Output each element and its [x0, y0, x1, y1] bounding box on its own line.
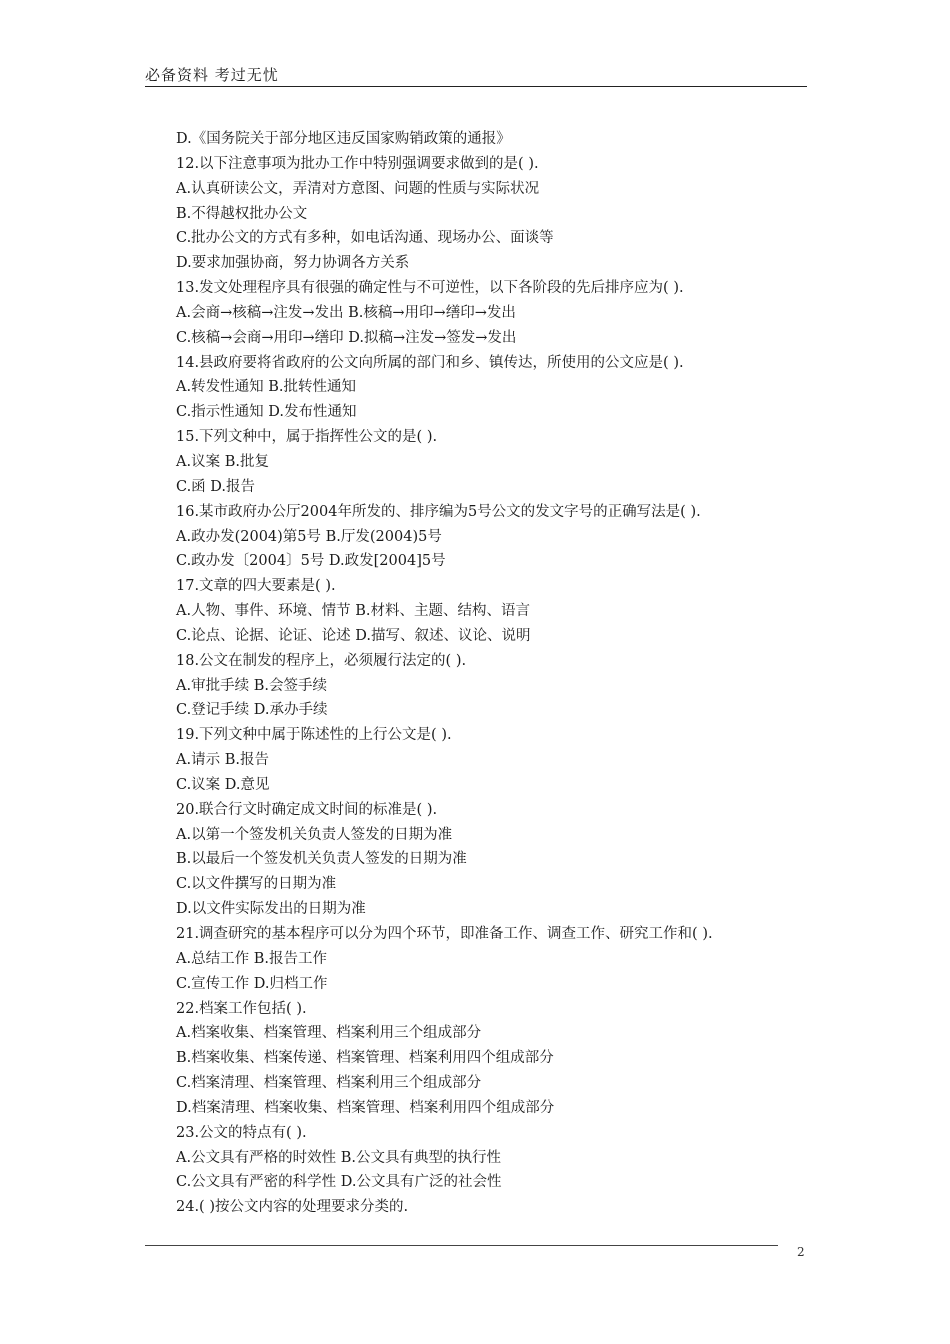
option-line: C.登记手续 D.承办手续	[176, 702, 328, 719]
option-line: B.不得越权批办公文	[176, 205, 308, 222]
option-line: D.要求加强协商，努力协调各方关系	[176, 255, 410, 272]
option-line: A.会商→核稿→注发→发出 B.核稿→用印→缮印→发出	[176, 304, 516, 321]
option-line: A.政办发(2004)第5号 B.厅发(2004)5号	[176, 528, 442, 545]
option-line: C.批办公文的方式有多种，如电话沟通、现场办公、面谈等	[176, 230, 554, 247]
option-line: A.认真研读公文，弄清对方意图、问题的性质与实际状况	[176, 180, 540, 197]
question-line: 15.下列文种中，属于指挥性公文的是( ).	[176, 429, 438, 446]
option-line: A.审批手续 B.会签手续	[176, 677, 327, 694]
question-line: 18.公文在制发的程序上，必须履行法定的( ).	[176, 652, 467, 669]
question-line: 22.档案工作包括( ).	[176, 1000, 307, 1017]
question-line: 24.( )按公文内容的处理要求分类的.	[176, 1199, 409, 1216]
question-line: 16.某市政府办公厅2004年所发的、排序编为5号公文的发文字号的正确写法是( ).	[176, 503, 701, 520]
option-line: C.核稿→会商→用印→缮印 D.拟稿→注发→签发→发出	[176, 329, 517, 346]
header-title: 必备资料 考过无忧	[145, 66, 279, 84]
option-line: C.档案清理、档案管理、档案利用三个组成部分	[176, 1075, 482, 1092]
option-line: A.议案 B.批复	[176, 453, 269, 470]
option-line: C.函 D.报告	[176, 478, 256, 495]
option-line: A.公文具有严格的时效性 B.公文具有典型的执行性	[176, 1149, 501, 1166]
question-line: 12.以下注意事项为批办工作中特别强调要求做到的是( ).	[176, 155, 539, 172]
question-line: 21.调查研究的基本程序可以分为四个环节，即准备工作、调查工作、研究工作和( ).	[176, 926, 713, 942]
option-line: A.人物、事件、环境、情节 B.材料、主题、结构、语言	[176, 603, 530, 620]
option-line: A.以第一个签发机关负责人签发的日期为准	[176, 826, 453, 843]
option-line: C.宣传工作 D.归档工作	[176, 975, 328, 992]
question-line: 23.公文的特点有( ).	[176, 1124, 307, 1141]
option-line: A.请示 B.报告	[176, 752, 269, 769]
option-line: C.公文具有严密的科学性 D.公文具有广泛的社会性	[176, 1174, 502, 1191]
question-line: 20.联合行文时确定成文时间的标准是( ).	[176, 801, 438, 818]
page-header	[145, 62, 807, 87]
option-line: A.总结工作 B.报告工作	[176, 950, 327, 967]
option-line: B.以最后一个签发机关负责人签发的日期为准	[176, 851, 467, 868]
question-line: 13.发文处理程序具有很强的确定性与不可逆性，以下各阶段的先后排序应为( ).	[176, 280, 684, 297]
option-line: C.政办发〔2004〕5号 D.政发[2004]5号	[176, 553, 446, 570]
question-line: 19.下列文种中属于陈述性的上行公文是( ).	[176, 727, 452, 744]
question-line: 14.县政府要将省政府的公文向所属的部门和乡、镇传达，所使用的公文应是( ).	[176, 354, 684, 371]
page-number: 2	[797, 1245, 805, 1259]
option-line: B.档案收集、档案传递、档案管理、档案利用四个组成部分	[176, 1050, 554, 1067]
option-line: C.论点、论据、论证、论述 D.描写、叙述、议论、说明	[176, 627, 531, 644]
option-line: C.议案 D.意见	[176, 776, 270, 793]
option-line: C.以文件撰写的日期为准	[176, 876, 337, 893]
question-line: 17.文章的四大要素是( ).	[176, 578, 336, 595]
option-line: A.档案收集、档案管理、档案利用三个组成部分	[176, 1025, 482, 1042]
footer-rule	[145, 1245, 778, 1246]
text-line: D.《国务院关于部分地区违反国家购销政策的通报》	[176, 131, 511, 147]
option-line: A.转发性通知 B.批转性通知	[176, 379, 356, 396]
question-content	[176, 127, 816, 1220]
option-line: D.档案清理、档案收集、档案管理、档案利用四个组成部分	[176, 1099, 555, 1116]
option-line: C.指示性通知 D.发布性通知	[176, 404, 357, 421]
option-line: D.以文件实际发出的日期为准	[176, 901, 366, 918]
